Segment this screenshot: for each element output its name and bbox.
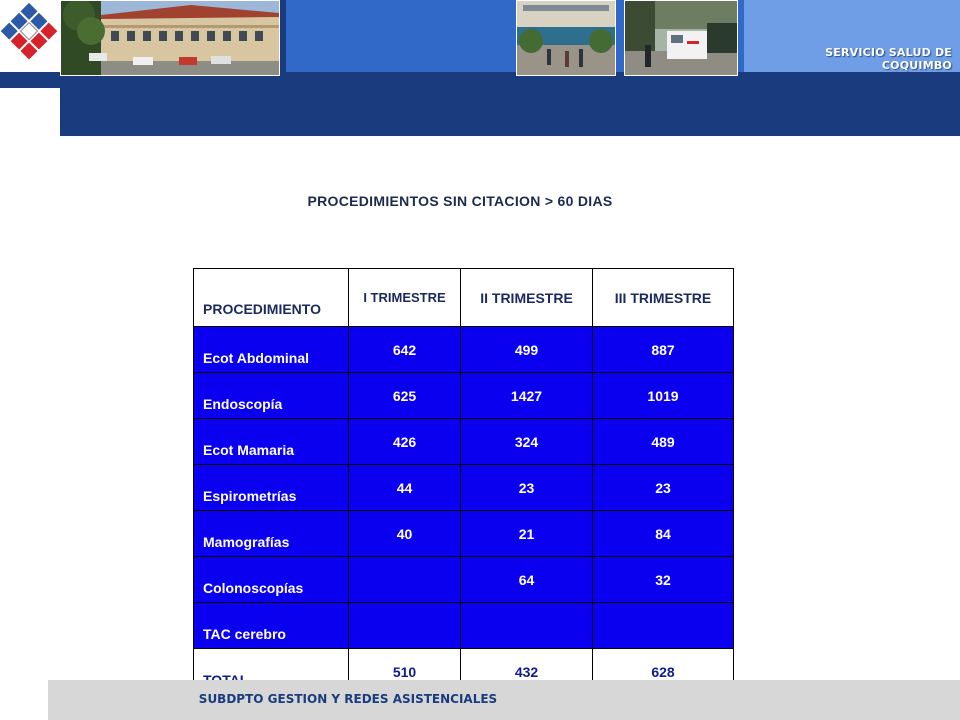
table-row bbox=[194, 327, 734, 373]
table-row bbox=[194, 419, 734, 465]
q3-value: 489 bbox=[593, 419, 734, 465]
table-header-row bbox=[194, 269, 734, 327]
table-row bbox=[194, 557, 734, 603]
procedure-name: Ecot Mamaria bbox=[194, 419, 349, 465]
q2-value: 324 bbox=[461, 419, 593, 465]
q1-value: 40 bbox=[349, 511, 461, 557]
q1-value: 625 bbox=[349, 373, 461, 419]
procedure-name: Ecot Abdominal bbox=[194, 327, 349, 373]
column-header-procedure: PROCEDIMIENTO bbox=[194, 269, 349, 327]
table-row bbox=[194, 373, 734, 419]
q2-value bbox=[461, 603, 593, 649]
footer-text: SUBDPTO GESTION Y REDES ASISTENCIALES bbox=[198, 692, 498, 706]
procedure-name: Mamografías bbox=[194, 511, 349, 557]
q3-total: 628 bbox=[593, 649, 734, 695]
column-header-q2: II TRIMESTRE bbox=[461, 269, 593, 327]
q3-value: 32 bbox=[593, 557, 734, 603]
q1-total: 510 bbox=[349, 649, 461, 695]
q1-value: 44 bbox=[349, 465, 461, 511]
q1-value: 426 bbox=[349, 419, 461, 465]
table-row bbox=[194, 511, 734, 557]
hospital-entrance-photo bbox=[516, 0, 616, 76]
logo-underline bbox=[0, 72, 60, 88]
government-logo bbox=[0, 0, 58, 72]
q2-value: 499 bbox=[461, 327, 593, 373]
q1-value: 642 bbox=[349, 327, 461, 373]
q3-value: 887 bbox=[593, 327, 734, 373]
q2-value: 64 bbox=[461, 557, 593, 603]
service-title: SERVICIO SALUD DE COQUIMBO bbox=[825, 46, 952, 72]
q3-value bbox=[593, 603, 734, 649]
hospital-building-photo bbox=[60, 0, 280, 76]
ambulance-photo bbox=[624, 0, 738, 76]
procedure-name: Endoscopía bbox=[194, 373, 349, 419]
procedure-name: Espirometrías bbox=[194, 465, 349, 511]
procedure-name: Colonoscopías bbox=[194, 557, 349, 603]
q2-value: 21 bbox=[461, 511, 593, 557]
q2-total: 432 bbox=[461, 649, 593, 695]
q3-value: 84 bbox=[593, 511, 734, 557]
q1-value bbox=[349, 557, 461, 603]
q3-value: 23 bbox=[593, 465, 734, 511]
procedure-name: TAC cerebro bbox=[194, 603, 349, 649]
q2-value: 1427 bbox=[461, 373, 593, 419]
table-row bbox=[194, 603, 734, 649]
procedures-table bbox=[193, 268, 734, 695]
q2-value: 23 bbox=[461, 465, 593, 511]
q1-value bbox=[349, 603, 461, 649]
table-row bbox=[194, 465, 734, 511]
slide-title: PROCEDIMIENTOS SIN CITACION > 60 DIAS bbox=[307, 193, 613, 209]
column-header-q3: III TRIMESTRE bbox=[593, 269, 734, 327]
q3-value: 1019 bbox=[593, 373, 734, 419]
column-header-q1: I TRIMESTRE bbox=[349, 269, 461, 327]
